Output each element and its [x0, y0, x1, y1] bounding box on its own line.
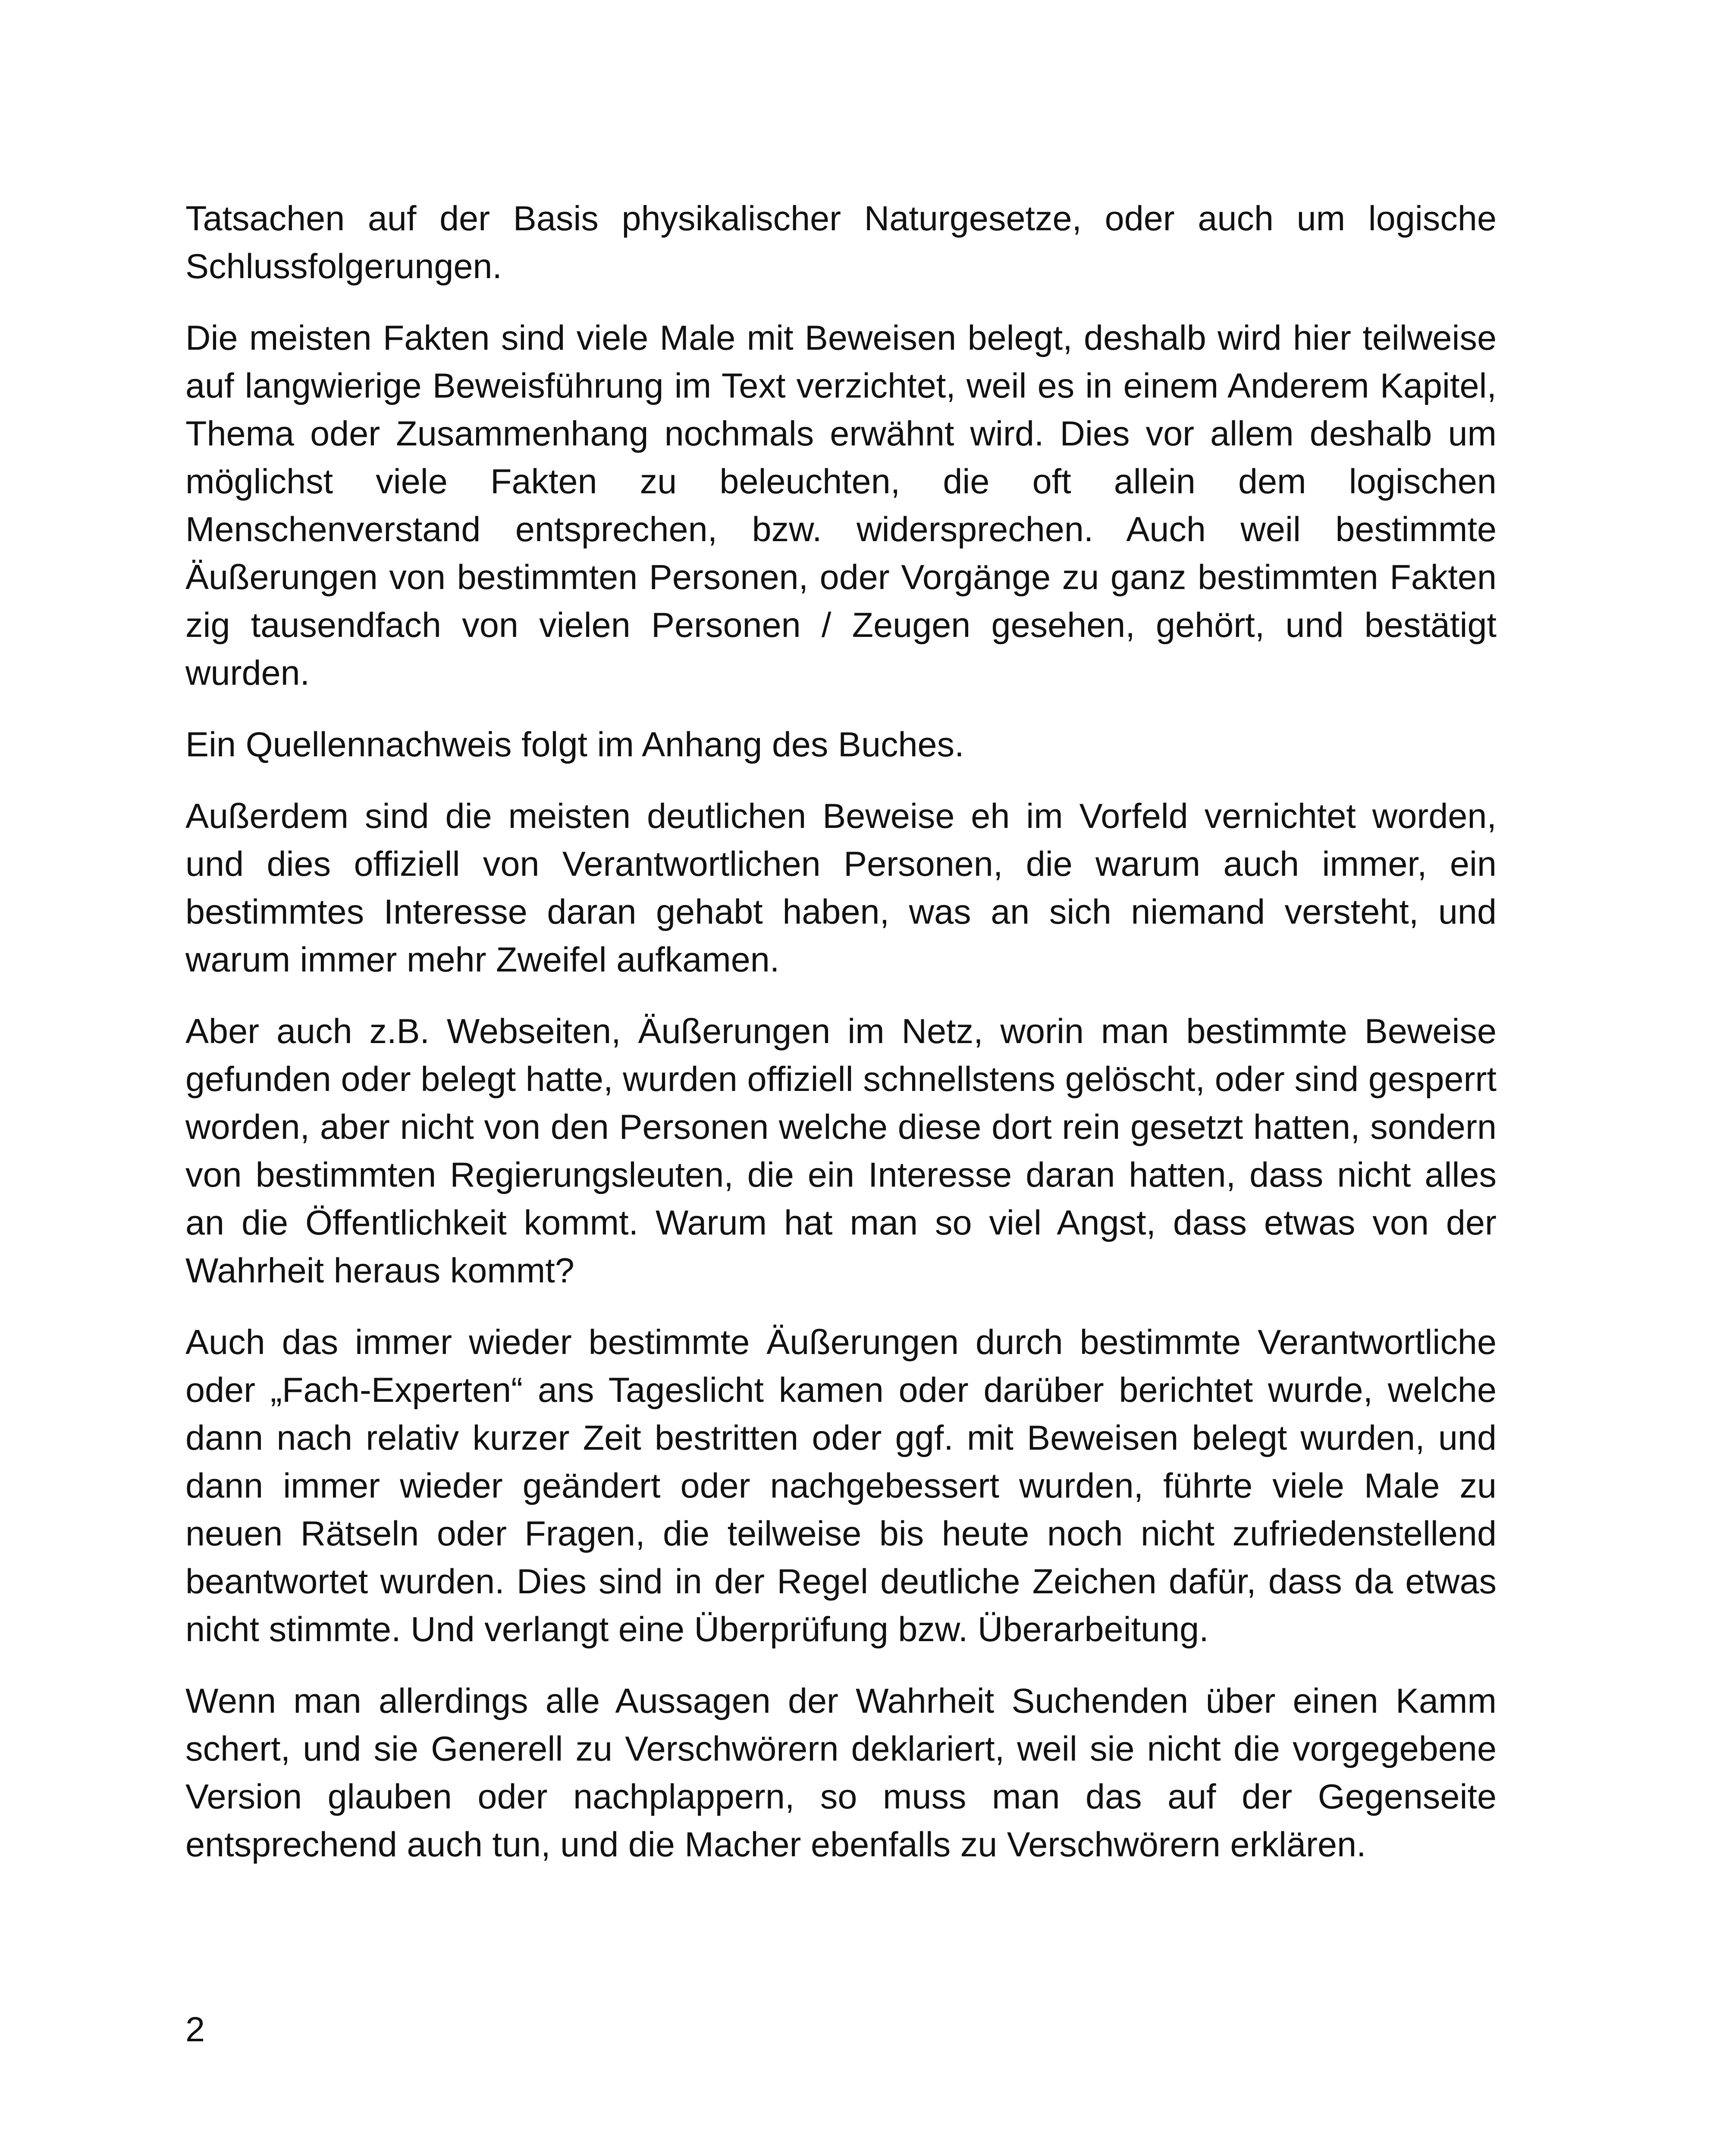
paragraph-7: Wenn man allerdings alle Aussagen der Wahrheit Suchenden über einen Kamm schert, und sie Generell zu Verschwörern deklariert, weil sie nicht die vorgegebene Version glauben oder nachplappern, so muss man das auf der Gegenseite entsprechend auch tun, und die Macher ebenfalls zu Verschwörern erklären.: [185, 1682, 1497, 1864]
paragraph-4: Außerdem sind die meisten deutlichen Beweise eh im Vorfeld vernichtet worden, und dies offiziell von Verantwortlichen Personen, die warum auch immer, ein bestimmtes Interesse daran gehabt haben, was an sich niemand versteht, und warum immer mehr Zweifel aufkamen.: [185, 797, 1497, 979]
paragraph-1: Tatsachen auf der Basis physikalischer Naturgesetze, oder auch um logische Schlussfolgerungen.: [185, 199, 1497, 286]
page-number: 2: [185, 2010, 205, 2049]
paragraph-3: Ein Quellennachweis folgt im Anhang des Buches.: [185, 725, 964, 764]
paragraph-2: Die meisten Fakten sind viele Male mit Beweisen belegt, deshalb wird hier teilweise auf langwierige Beweisführung im Text verzichtet, weil es in einem Anderem Kapitel, Thema oder Zusammenhang nochmals erwähnt wird. Dies vor allem deshalb um möglichst viele Fakten zu beleuchten, die oft allein dem logischen Menschenverstand entsprechen, bzw. widersprechen. Auch weil bestimmte Äußerungen von bestimmten Personen, oder Vorgänge zu ganz bestimmten Fakten zig tausendfach von vielen Personen / Zeugen gesehen, gehört, und bestätigt wurden.: [185, 319, 1497, 693]
paragraph-5: Aber auch z.B. Webseiten, Äußerungen im Netz, worin man bestimmte Beweise gefunden oder belegt hatte, wurden offiziell schnellstens gelöscht, oder sind gesperrt worden, aber nicht von den Personen welche diese dort rein gesetzt hatten, sondern von bestimmten Regierungsleuten, die ein Interesse daran hatten, dass nicht alles an die Öffentlichkeit kommt. Warum hat man so viel Angst, dass etwas von der Wahrheit heraus kommt?: [185, 1012, 1497, 1290]
paragraph-6: Auch das immer wieder bestimmte Äußerungen durch bestimmte Verantwortliche oder „Fach-Experten“ ans Tageslicht kamen oder darüber berichtet wurde, welche dann nach relativ kurzer Zeit bestritten oder ggf. mit Beweisen belegt wurden, und dann immer wieder geändert oder nachgebessert wurden, führte viele Male zu neuen Rätseln oder Fragen, die teilweise bis heute noch nicht zufriedenstellend beantwortet wurden. Dies sind in der Regel deutliche Zeichen dafür, dass da etwas nicht stimmte. Und verlangt eine Überprüfung bzw. Überarbeitung.: [185, 1323, 1497, 1649]
body-text: [185, 195, 1497, 1893]
